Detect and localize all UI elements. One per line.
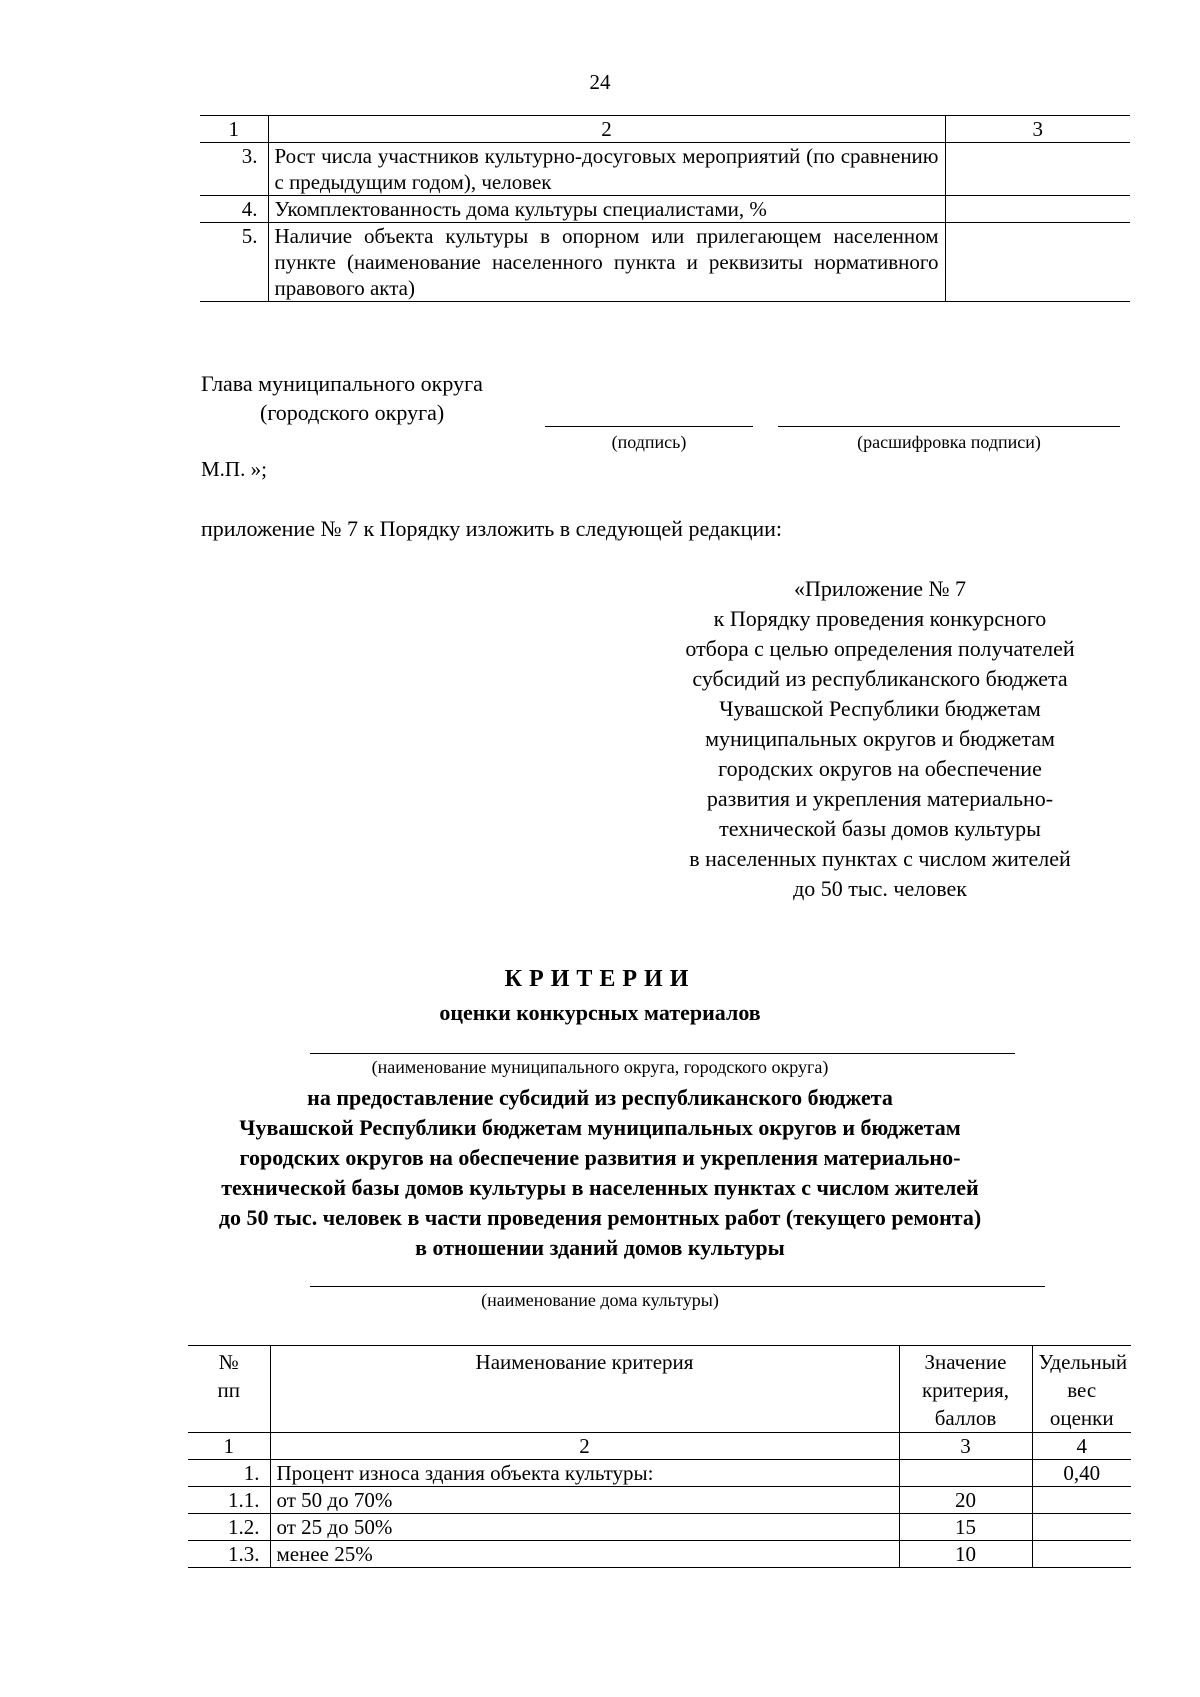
header-weight-line: Удельный xyxy=(1038,1350,1128,1374)
table-row xyxy=(188,1541,1131,1568)
criteria-table xyxy=(188,1345,1131,1568)
page-number: 24 xyxy=(589,70,611,94)
criterion-weight: 0,40 xyxy=(1032,1460,1131,1487)
row-number: 4. xyxy=(200,196,268,223)
criterion-value: 10 xyxy=(899,1541,1032,1568)
header-weight-line: оценки xyxy=(1049,1406,1114,1430)
house-of-culture-fill-line xyxy=(310,1286,1045,1287)
indicator-text: Укомплектованность дома культуры специалистами, % xyxy=(268,196,945,223)
criterion-value xyxy=(899,1460,1032,1487)
table-row xyxy=(188,1487,1131,1514)
criteria-subtitle: оценки конкурсных материалов xyxy=(439,1000,761,1025)
table-header-row xyxy=(188,1346,1131,1433)
indicator-text: Наличие объекта культуры в опорном или прилегающем населенном пункте (наименование населенного пункта и реквизиты нормативного правового акта) xyxy=(268,223,945,302)
header-number xyxy=(188,1346,270,1433)
table-row xyxy=(200,196,1130,223)
header-number-line: № xyxy=(218,1350,239,1374)
column-number-1: 1 xyxy=(188,1433,270,1460)
criteria-title: КРИТЕРИИ xyxy=(504,966,696,992)
column-number-4: 4 xyxy=(1032,1433,1131,1460)
criterion-number: 1.3. xyxy=(188,1541,270,1568)
criteria-description-line: технической базы домов культуры в населенных пунктах с числом жителей xyxy=(221,1175,979,1200)
criterion-name: от 25 до 50% xyxy=(270,1514,899,1541)
header-value-line: баллов xyxy=(934,1406,997,1430)
header-weight-line: вес xyxy=(1067,1378,1097,1402)
appendix-line: «Приложение № 7 xyxy=(793,576,967,601)
criterion-weight xyxy=(1032,1541,1131,1568)
signature-decoding-line xyxy=(778,426,1120,427)
criteria-description-line: городских округов на обеспечение развития и укрепления материально- xyxy=(239,1145,961,1170)
signatory-title-continued: (городского округа) xyxy=(260,400,445,425)
header-number-line: пп xyxy=(217,1378,240,1402)
column-number-1: 1 xyxy=(200,116,268,143)
criterion-value: 15 xyxy=(899,1514,1032,1541)
appendix-line: отбора с целью определения получателей xyxy=(685,636,1075,661)
header-value-line: Значение xyxy=(924,1350,1007,1374)
appendix-line: до 50 тыс. человек xyxy=(793,876,967,901)
appendix-line: городских округов на обеспечение xyxy=(718,756,1042,781)
row-number: 3. xyxy=(200,143,268,196)
criterion-name: менее 25% xyxy=(270,1541,899,1568)
criterion-name: от 50 до 70% xyxy=(270,1487,899,1514)
table-row xyxy=(200,143,1130,196)
signatory-title: Глава муниципального округа xyxy=(201,371,483,396)
instruction-paragraph: приложение № 7 к Порядку изложить в следующей редакции: xyxy=(201,516,783,541)
stamp-place: М.П. »; xyxy=(201,457,267,481)
table-row xyxy=(188,1514,1131,1541)
criterion-name: Процент износа здания объекта культуры: xyxy=(270,1460,899,1487)
appendix-line: Чувашской Республики бюджетам xyxy=(719,696,1041,721)
criteria-description xyxy=(150,1083,1050,1263)
column-number-2: 2 xyxy=(268,116,945,143)
criterion-number: 1.2. xyxy=(188,1514,270,1541)
criterion-weight xyxy=(1032,1514,1131,1541)
indicator-text: Рост числа участников культурно-досуговых мероприятий (по сравнению с предыдущим годом), человек xyxy=(268,143,945,196)
appendix-line: к Порядку проведения конкурсного xyxy=(713,606,1047,631)
appendix-line: технической базы домов культуры xyxy=(719,816,1041,841)
appendix-line: муниципальных округов и бюджетам xyxy=(705,726,1055,751)
appendix-line: развития и укрепления материально- xyxy=(706,786,1054,811)
criteria-description-line: на предоставление субсидий из республиканского бюджета xyxy=(307,1085,893,1110)
criterion-weight xyxy=(1032,1487,1131,1514)
criteria-description-line: Чувашской Республики бюджетам муниципальных округов и бюджетам xyxy=(239,1115,961,1140)
signature-line xyxy=(545,426,753,427)
criterion-number: 1. xyxy=(188,1460,270,1487)
header-value xyxy=(899,1346,1032,1433)
column-number-3: 3 xyxy=(945,116,1130,143)
criterion-value: 20 xyxy=(899,1487,1032,1514)
municipality-caption: (наименование муниципального округа, городского округа) xyxy=(371,1057,829,1077)
municipality-fill-line xyxy=(310,1053,1015,1054)
indicator-value xyxy=(945,196,1130,223)
criteria-description-line: в отношении зданий домов культуры xyxy=(415,1235,785,1260)
signature-caption: (подпись) xyxy=(611,432,687,452)
criteria-description-line: до 50 тыс. человек в части проведения ремонтных работ (текущего ремонта) xyxy=(218,1205,982,1230)
column-numbers-row xyxy=(188,1433,1131,1460)
indicator-value xyxy=(945,143,1130,196)
appendix-line: в населенных пунктах с числом жителей xyxy=(689,846,1071,871)
column-number-2: 2 xyxy=(270,1433,899,1460)
table-row xyxy=(188,1460,1131,1487)
table-header-row xyxy=(200,116,1130,143)
signature-decoding-caption: (расшифровка подписи) xyxy=(857,432,1041,452)
table-row xyxy=(200,223,1130,302)
appendix-line: субсидий из республиканского бюджета xyxy=(692,666,1068,691)
appendix-header xyxy=(640,574,1120,904)
indicator-value xyxy=(945,223,1130,302)
indicators-table-continued xyxy=(200,115,1130,302)
header-name: Наименование критерия xyxy=(270,1346,899,1433)
header-value-line: критерия, xyxy=(921,1378,1010,1402)
header-weight xyxy=(1032,1346,1131,1433)
criterion-number: 1.1. xyxy=(188,1487,270,1514)
row-number: 5. xyxy=(200,223,268,302)
column-number-3: 3 xyxy=(899,1433,1032,1460)
house-of-culture-caption: (наименование дома культуры) xyxy=(481,1290,719,1310)
